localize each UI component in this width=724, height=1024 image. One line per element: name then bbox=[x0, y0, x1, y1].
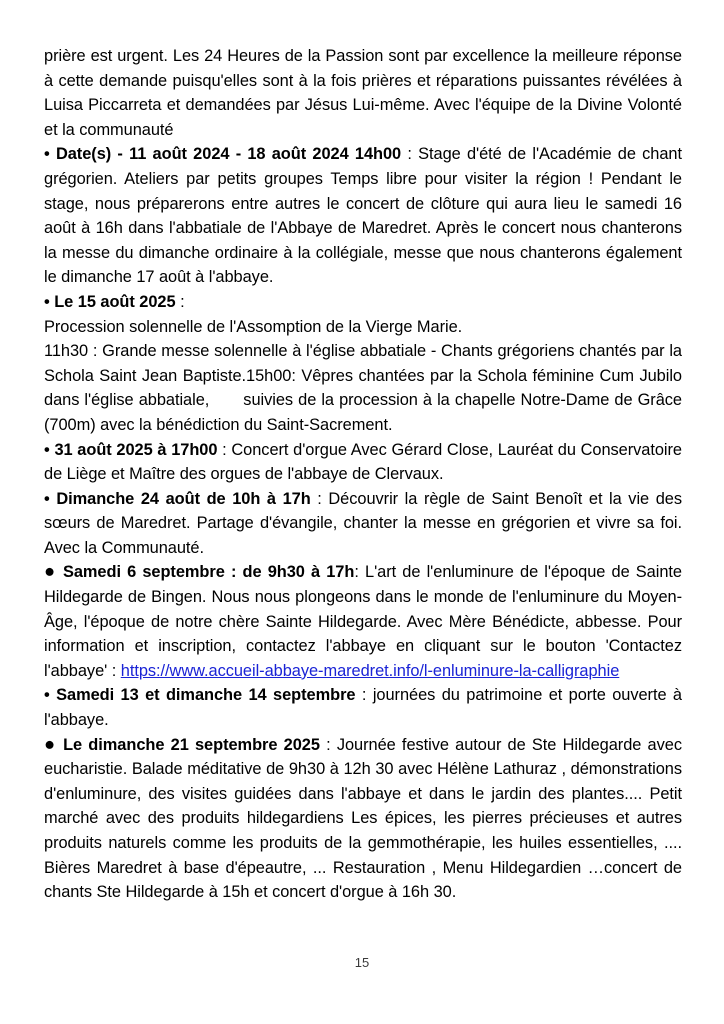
bullet-label-le-15-aout-2025: Le 15 août 2025 bbox=[54, 292, 176, 311]
bullet-text-dimanche-21-septembre: : Journée festive autour de Ste Hildegarde avec eucharistie. Balade méditative de 9h30 à 12h 30 avec Hélène Lathuraz , démonstrations d'enluminure, des visites guidées dans l'abbaye et dans le jardin des plantes.... Petit marché avec des produits hildegardiens Les épices, les pierres précieuses et autres produits naturels comme les produits de la gemmothérapie, les huiles essentielles, .... Bières Maredret à base d'épeautre, ... Restauration , Menu Hildegardien …concert de chants Ste Hildegarde à 15h et concert d'orgue à 16h 30. bbox=[44, 735, 682, 902]
bullet-label-samedi-13-dimanche-14: Samedi 13 et dimanche 14 septembre bbox=[56, 686, 356, 705]
bullet-text-samedi-6-septembre: : L'art de l'enluminure de l'époque de Sainte Hildegarde de Bingen. Nous nous plongeons dans le monde de l'enluminure du Moyen-Âge, l'époque de notre chère Sainte Hildegarde. Avec Mère Bénédicte, abbesse. Pour information et inscription, contactez l'abbaye en cliquant sur le bouton 'Contactez l'abbaye' : bbox=[44, 563, 682, 680]
bullet-label-samedi-6-septembre: Samedi 6 septembre : de 9h30 à 17h bbox=[62, 563, 355, 582]
bullet-glyph-icon: • bbox=[44, 292, 50, 311]
intro-text: prière est urgent. Les 24 Heures de la Passion sont par excellence la meilleure réponse à cette demande puisqu'elles sont à la fois prières et réparations puissantes révélées à Luisa Piccarreta et demandées par Jésus Lui-même. Avec l'équipe de la Divine Volonté et la communauté bbox=[44, 47, 682, 139]
bullet-label-dimanche-24-aout: Dimanche 24 août de 10h à 17h bbox=[56, 489, 311, 508]
page-number: 15 bbox=[354, 955, 370, 970]
bullet-glyph-large-icon: ● bbox=[44, 732, 57, 754]
bullet-item-samedi-13-dimanche-14 bbox=[44, 683, 682, 732]
bullet-text-concert-orgue: : Concert d'orgue Avec Gérard Close, Lauréat du Conservatoire de Liège et Maître des orgues de l'abbaye de Clervaux. bbox=[44, 440, 682, 484]
bullet-text-samedi-13-dimanche-14: : journées du patrimoine et porte ouverte à l'abbaye. bbox=[44, 686, 682, 730]
bullet-item-dimanche-24-aout bbox=[44, 487, 682, 561]
paragraph-messe-11h30 bbox=[44, 339, 682, 437]
abbaye-enluminure-link[interactable]: https://www.accueil-abbaye-maredret.info/l-enluminure-la-calligraphie bbox=[120, 661, 620, 680]
bullet-glyph-icon: • bbox=[44, 145, 50, 164]
bullet-label-concert-orgue: 31 août 2025 à 17h00 bbox=[54, 440, 218, 459]
paragraph-procession bbox=[44, 315, 682, 340]
messe-text-before-gap: 11h30 : Grande messe solennelle à l'église abbatiale - Chants grégoriens chantés par la Schola Saint Jean Baptiste.15h00: Vêpres chantées par la Schola féminine Cum Jubilo dans l'église abbatiale, bbox=[44, 342, 682, 410]
document-body bbox=[44, 44, 682, 905]
bullet-item-dimanche-21-septembre bbox=[44, 733, 682, 905]
procession-text: Procession solennelle de l'Assomption de la Vierge Marie. bbox=[44, 317, 463, 336]
bullet-glyph-icon: • bbox=[44, 686, 50, 705]
bullet-text-dimanche-24-aout: : Découvrir la règle de Saint Benoît et la vie des sœurs de Maredret. Partage d'évangile, chanter la messe en grégorien et vivre sa foi. Avec la Communauté. bbox=[44, 489, 682, 557]
bullet-glyph-icon: • bbox=[44, 440, 50, 459]
paragraph-intro bbox=[44, 44, 682, 142]
bullet-glyph-icon: • bbox=[44, 489, 50, 508]
bullet-text-le-15-aout-2025: : bbox=[175, 292, 185, 311]
bullet-item-concert-orgue-31-aout bbox=[44, 438, 682, 487]
bullet-item-le-15-aout-2025 bbox=[44, 290, 682, 315]
bullet-item-dates-2024 bbox=[44, 142, 682, 290]
messe-text-after-gap: suivies de la procession à la chapelle Notre-Dame de Grâce (700m) avec la bénédiction du Saint-Sacrement. bbox=[44, 391, 682, 434]
bullet-label-dimanche-21-septembre: Le dimanche 21 septembre 2025 bbox=[63, 735, 320, 754]
bullet-text-dates-2024: : Stage d'été de l'Académie de chant grégorien. Ateliers par petits groupes Temps libre pour visiter la région ! Pendant le stage, nous préparerons entre autres le concert de clôture qui aura lieu le samedi 16 août à 16h dans l'abbatiale de l'Abbaye de Maredret. Après le concert nous chanterons la messe du dimanche ordinaire à la collégiale, messe que nous chanterons également le dimanche 17 août à l'abbaye. bbox=[44, 145, 682, 287]
bullet-label-dates-2024: Date(s) - 11 août 2024 - 18 août 2024 14h00 bbox=[55, 145, 402, 164]
bullet-glyph-large-icon: ● bbox=[44, 560, 57, 582]
bullet-item-samedi-6-septembre bbox=[44, 560, 682, 683]
